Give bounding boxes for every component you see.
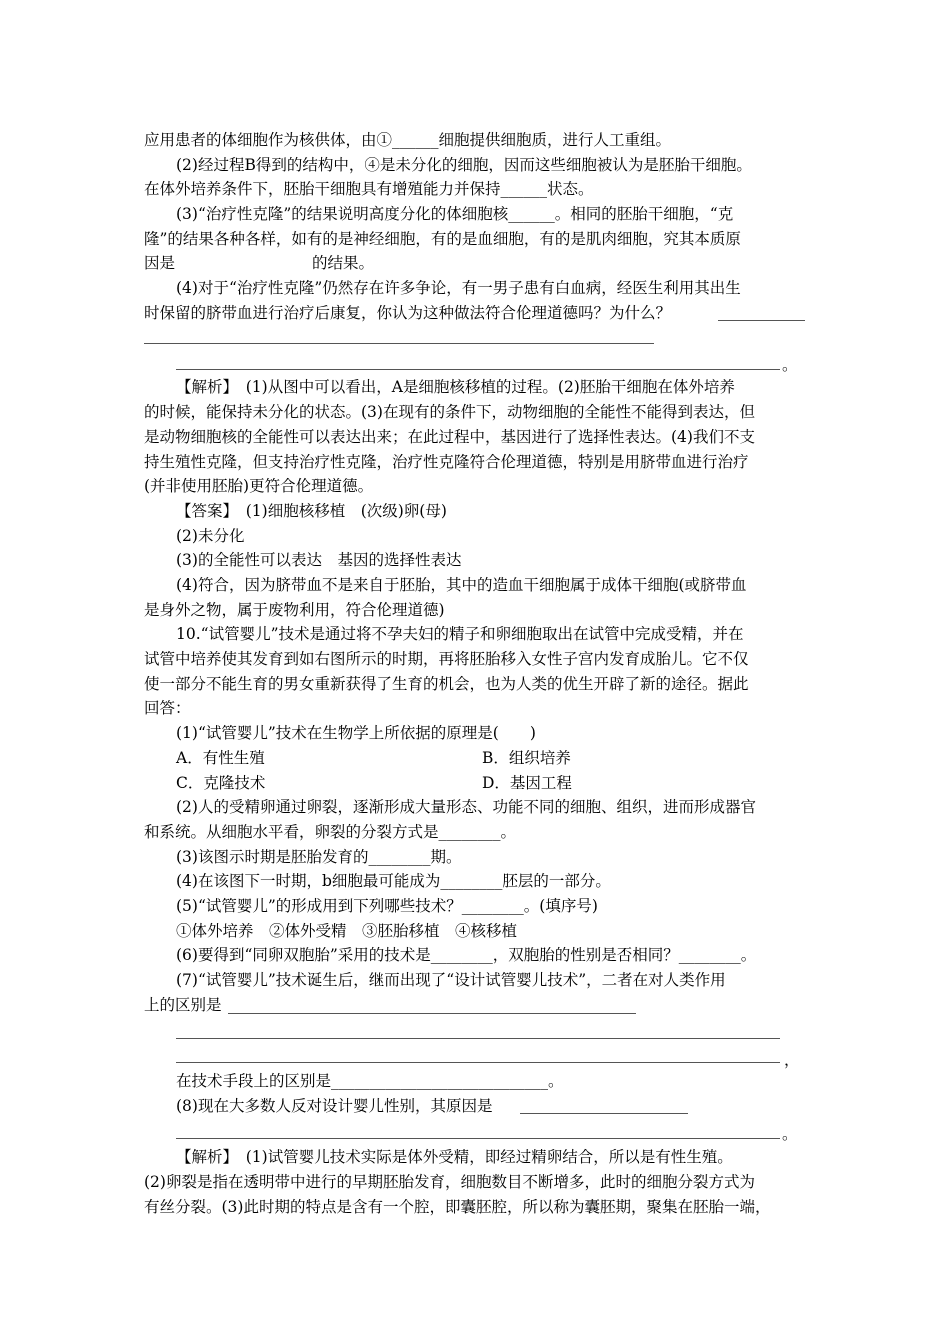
text-line: 的结果。	[312, 254, 375, 272]
option-b: B．组织培养	[482, 749, 571, 767]
text-line: (3)该图示时期是胚胎发育的________期。	[176, 848, 462, 866]
text-line: 有丝分裂。(3)此时期的特点是含有一个腔，即囊胚腔，所以称为囊胚期，聚集在胚胎一端，	[144, 1198, 771, 1216]
option-a: A．有性生殖	[176, 749, 265, 767]
text-line: 隆”的结果各种各样，如有的是神经细胞，有的是血细胞，有的是肌肉细胞，究其本质原	[144, 230, 741, 248]
text-line: 。	[782, 356, 798, 374]
answer-blank	[520, 1113, 688, 1114]
text-line: (4)符合，因为脐带血不是来自于胚胎，其中的造血干细胞属于成体干细胞(或脐带血	[176, 576, 747, 594]
answer-blank	[176, 1138, 780, 1139]
text-line: 持生殖性克隆，但支持治疗性克隆，治疗性克隆符合伦理道德，特别是用脐带血进行治疗	[144, 453, 749, 471]
text-line: 是身外之物，属于废物利用，符合伦理道德)	[144, 601, 445, 619]
text-line: 回答：	[144, 699, 191, 717]
text-line: 的时候，能保持未分化的状态。(3)在现有的条件下，动物细胞的全能性不能得到表达，但	[144, 403, 755, 421]
option-d: D．基因工程	[482, 774, 572, 792]
text-line: 在体外培养条件下，胚胎干细胞具有增殖能力并保持______状态。	[144, 180, 594, 198]
text-line: 时保留的脐带血进行治疗后康复，你认为这种做法符合伦理道德吗？为什么？	[144, 304, 672, 322]
text-line: (7)“试管婴儿”技术诞生后，继而出现了“设计试管婴儿技术”，二者在对人类作用	[176, 971, 726, 989]
text-line: 应用患者的体细胞作为核供体，由①______细胞提供细胞质，进行人工重组。	[144, 131, 672, 149]
text-line: ，	[784, 1051, 800, 1069]
text-line: (3)的全能性可以表达 基因的选择性表达	[176, 551, 462, 569]
answer-blank	[228, 1013, 636, 1014]
text-line: (1)“试管婴儿”技术在生物学上所依据的原理是( )	[176, 724, 536, 742]
text-line: ①体外培养 ②体外受精 ③胚胎移植 ④核移植	[176, 922, 518, 940]
text-line: 因是	[144, 254, 176, 272]
text-line: (6)要得到“同卵双胞胎”采用的技术是________，双胞胎的性别是否相同？________。	[176, 946, 757, 964]
text-line: (2)人的受精卵通过卵裂，逐渐形成大量形态、功能不同的细胞、组织，进而形成器官	[176, 798, 756, 816]
answer-heading-line: 【答案】 (1)细胞核移植 (次级)卵(母)	[176, 502, 447, 520]
text-line: 上的区别是	[144, 996, 222, 1014]
text-line: 在技术手段上的区别是____________________________。	[176, 1072, 564, 1090]
text-line: 使一部分不能生育的男女重新获得了生育的机会，也为人类的优生开辟了新的途径。据此	[144, 675, 749, 693]
analysis-heading-line: 【解析】 (1)试管婴儿技术实际是体外受精，即经过精卵结合，所以是有性生殖。	[176, 1148, 733, 1166]
text-line: (2)卵裂是指在透明带中进行的早期胚胎发育，细胞数目不断增多，此时的细胞分裂方式为	[144, 1173, 755, 1191]
option-c: C．克隆技术	[176, 774, 266, 792]
question-10: 10.“试管婴儿”技术是通过将不孕夫妇的精子和卵细胞取出在试管中完成受精，并在	[176, 625, 744, 643]
answer-blank	[144, 343, 654, 344]
text-line: (2)未分化	[176, 527, 245, 545]
answer-blank	[176, 1038, 780, 1039]
text-line: 。	[782, 1125, 798, 1143]
text-line: (并非使用胚胎)更符合伦理道德。	[144, 477, 374, 495]
text-line: 和系统。从细胞水平看，卵裂的分裂方式是________。	[144, 823, 517, 841]
question-part-4: (4)对于“治疗性克隆”仍然存在许多争论，有一男子患有白血病，经医生利用其出生	[176, 279, 741, 297]
text-line: 是动物细胞核的全能性可以表达出来；在此过程中，基因进行了选择性表达。(4)我们不支	[144, 428, 755, 446]
answer-blank	[718, 320, 805, 321]
text-line: 试管中培养使其发育到如右图所示的时期，再将胚胎移入女性子宫内发育成胎儿。它不仅	[144, 650, 749, 668]
question-part-3: (3)“治疗性克隆”的结果说明高度分化的体细胞核______。相同的胚胎干细胞，“克	[176, 205, 734, 223]
answer-blank	[176, 369, 780, 370]
text-line: (5)“试管婴儿”的形成用到下列哪些技术？________。(填序号)	[176, 897, 598, 915]
question-part-2: (2)经过程B得到的结构中，④是未分化的细胞，因而这些细胞被认为是胚胎干细胞。	[176, 156, 752, 174]
text-line: (8)现在大多数人反对设计婴儿性别，其原因是	[176, 1097, 493, 1115]
analysis-heading-line: 【解析】 (1)从图中可以看出，A是细胞核移植的过程。(2)胚胎干细胞在体外培养	[176, 378, 735, 396]
text-line: (4)在该图下一时期，b细胞最可能成为________胚层的一部分。	[176, 872, 611, 890]
answer-blank	[176, 1062, 780, 1063]
